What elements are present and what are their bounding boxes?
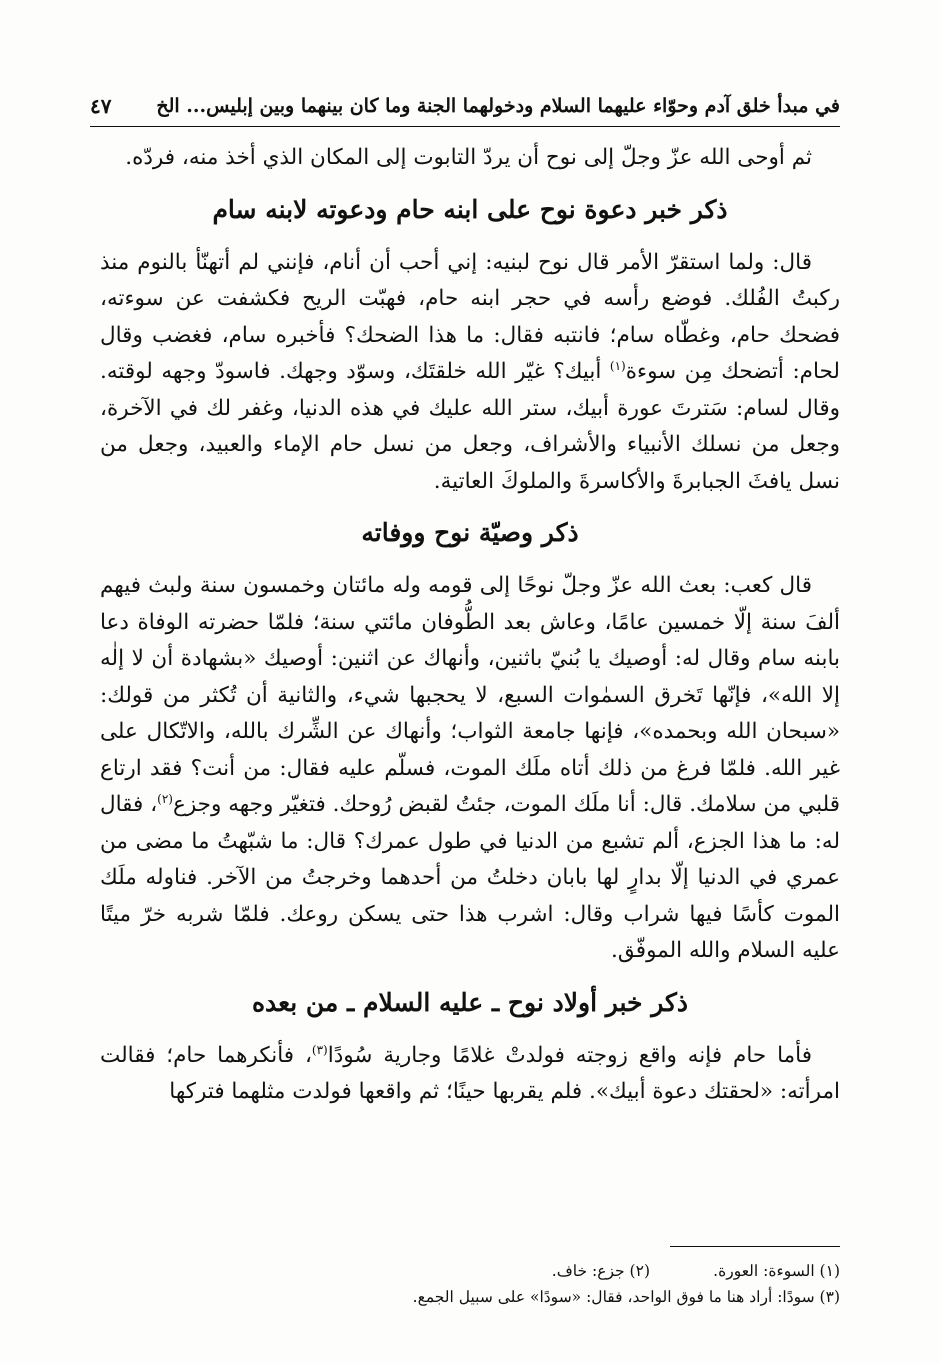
page-header (90, 86, 840, 127)
paragraph-text: ، فأنكرهما حام؛ فقالت امرأته: «لحقتك دعوة أبيك». فلم يقربها حينًا؛ ثم واقعها فولدت مثلهما فتركها (100, 1042, 840, 1104)
section-heading-curse: ذكر خبر دعوة نوح على ابنه حام ودعوته لابنه سام (212, 194, 728, 224)
paragraph-text: قال: ولما استقرّ الأمر قال نوح لبنيه: إني أحب أن أنام، فإنني لم أتهنّأ بالنوم منذ ركبتُ الفُلك. فوضع رأسه في حجر ابنه حام، فهبّت الريح فكشفت عن سوءته، فضحك حام، وغطّاه سام؛ فانتبه فقال: ما هذا الضحك؟ فأخبره سام، فغضب وقال لحام: أتضحك مِن سوءة (100, 249, 840, 384)
running-title: في مبدأ خلق آدم وحوّاء عليهما السلام ودخولهما الجنة وما كان بينهما وبين إبليس... الخ (156, 95, 840, 117)
paragraph-curse (100, 245, 840, 501)
footnote-ref-3[interactable]: (٣) (311, 1042, 328, 1057)
page-number: ٤٧ (90, 94, 112, 118)
footnote-2: (٢) جزع: خاف. (551, 1262, 650, 1280)
footnote-divider (670, 1246, 840, 1247)
footnotes (100, 1258, 840, 1310)
paragraph-text: أبيك؟ غيّر الله خلقتَك، وسوّد وجهك. فاسودّ وجهه لوقته. وقال لسام: سَترتَ عورة أبيك، ستر الله عليك في هذه الدنيا، وغفر لك في الآخرة، وجعل من نسلك الأنبياء والأشراف، وجعل من نسل حام الإماء والعبيد، وجعل من نسل يافثَ الجبابرةَ والأكاسرةَ والملوكَ العاتية. (100, 359, 840, 494)
footnote-1: (١) السوءة: العورة. (713, 1262, 840, 1280)
paragraph-text: قال كعب: بعث الله عزّ وجلّ نوحًا إلى قومه وله مائتان وخمسون سنة ولبث فيهم ألفَ سنة إلّا خمسين عامًا، وعاش بعد الطُّوفان مائتي سنة؛ فلمّا حضرته الوفاة دعا بابنه سام وقال له: أوصيك يا بُنيّ باثنين، وأنهاك عن اثنين: أوصيك «بشهادة أن لا إلٰه إلا الله»، فإنّها تَخرق السمٰوات السبع، لا يحجبها شيء، والثانية أن تُكثر من قولك: «سبحان الله وبحمده»، فإنها جامعة الثواب؛ وأنهاك عن الشِّرك بالله، والاتّكال على غير الله. فلمّا فرغ من ذلك أتاه ملَك الموت، فسلّم عليه فقال: من أنت؟ فقد ارتاع قلبي من سلامك. قال: أنا ملَك الموت، جئتُ لقبض رُوحك. فتغيّر وجهه وجزع (100, 573, 840, 817)
paragraph-sons (100, 1038, 840, 1111)
page-body (100, 140, 840, 1111)
footnote-ref-2[interactable]: (٢) (157, 791, 173, 806)
section-heading-will: ذكر وصيّة نوح ووفاته (361, 518, 579, 547)
paragraph-will (100, 568, 840, 970)
footnote-row (100, 1258, 840, 1284)
paragraph-intro: ثم أوحى الله عزّ وجلّ إلى نوح أن يردّ التابوت إلى المكان الذي أخذ منه، فردّه. (125, 145, 812, 170)
footnote-ref-1[interactable]: (١) (609, 358, 626, 373)
paragraph-text: فأما حام فإنه واقع زوجته فولدتْ غلامًا وجارية سُودًا (327, 1042, 812, 1068)
footnote-3: (٣) سودًا: أراد هنا ما فوق الواحد، فقال: «سودًا» على سبيل الجمع. (412, 1288, 840, 1306)
section-heading-sons: ذكر خبر أولاد نوح ـ عليه السلام ـ من بعده (251, 987, 689, 1017)
paragraph-text: ، فقال له: ما هذا الجزع، ألم تشبع من الدنيا في طول عمرك؟ قال: ما شبّهتُ ما مضى من عمري في الدنيا إلّا بدارٍ لها بابان دخلتُ من أحدهما وخرجتُ من الآخر. فناوله ملَك الموت كأسًا فيها شراب وقال: اشرب هذا حتى يسكن روعك. فلمّا شربه خرّ ميتًا عليه السلام والله الموفّق. (100, 792, 840, 963)
